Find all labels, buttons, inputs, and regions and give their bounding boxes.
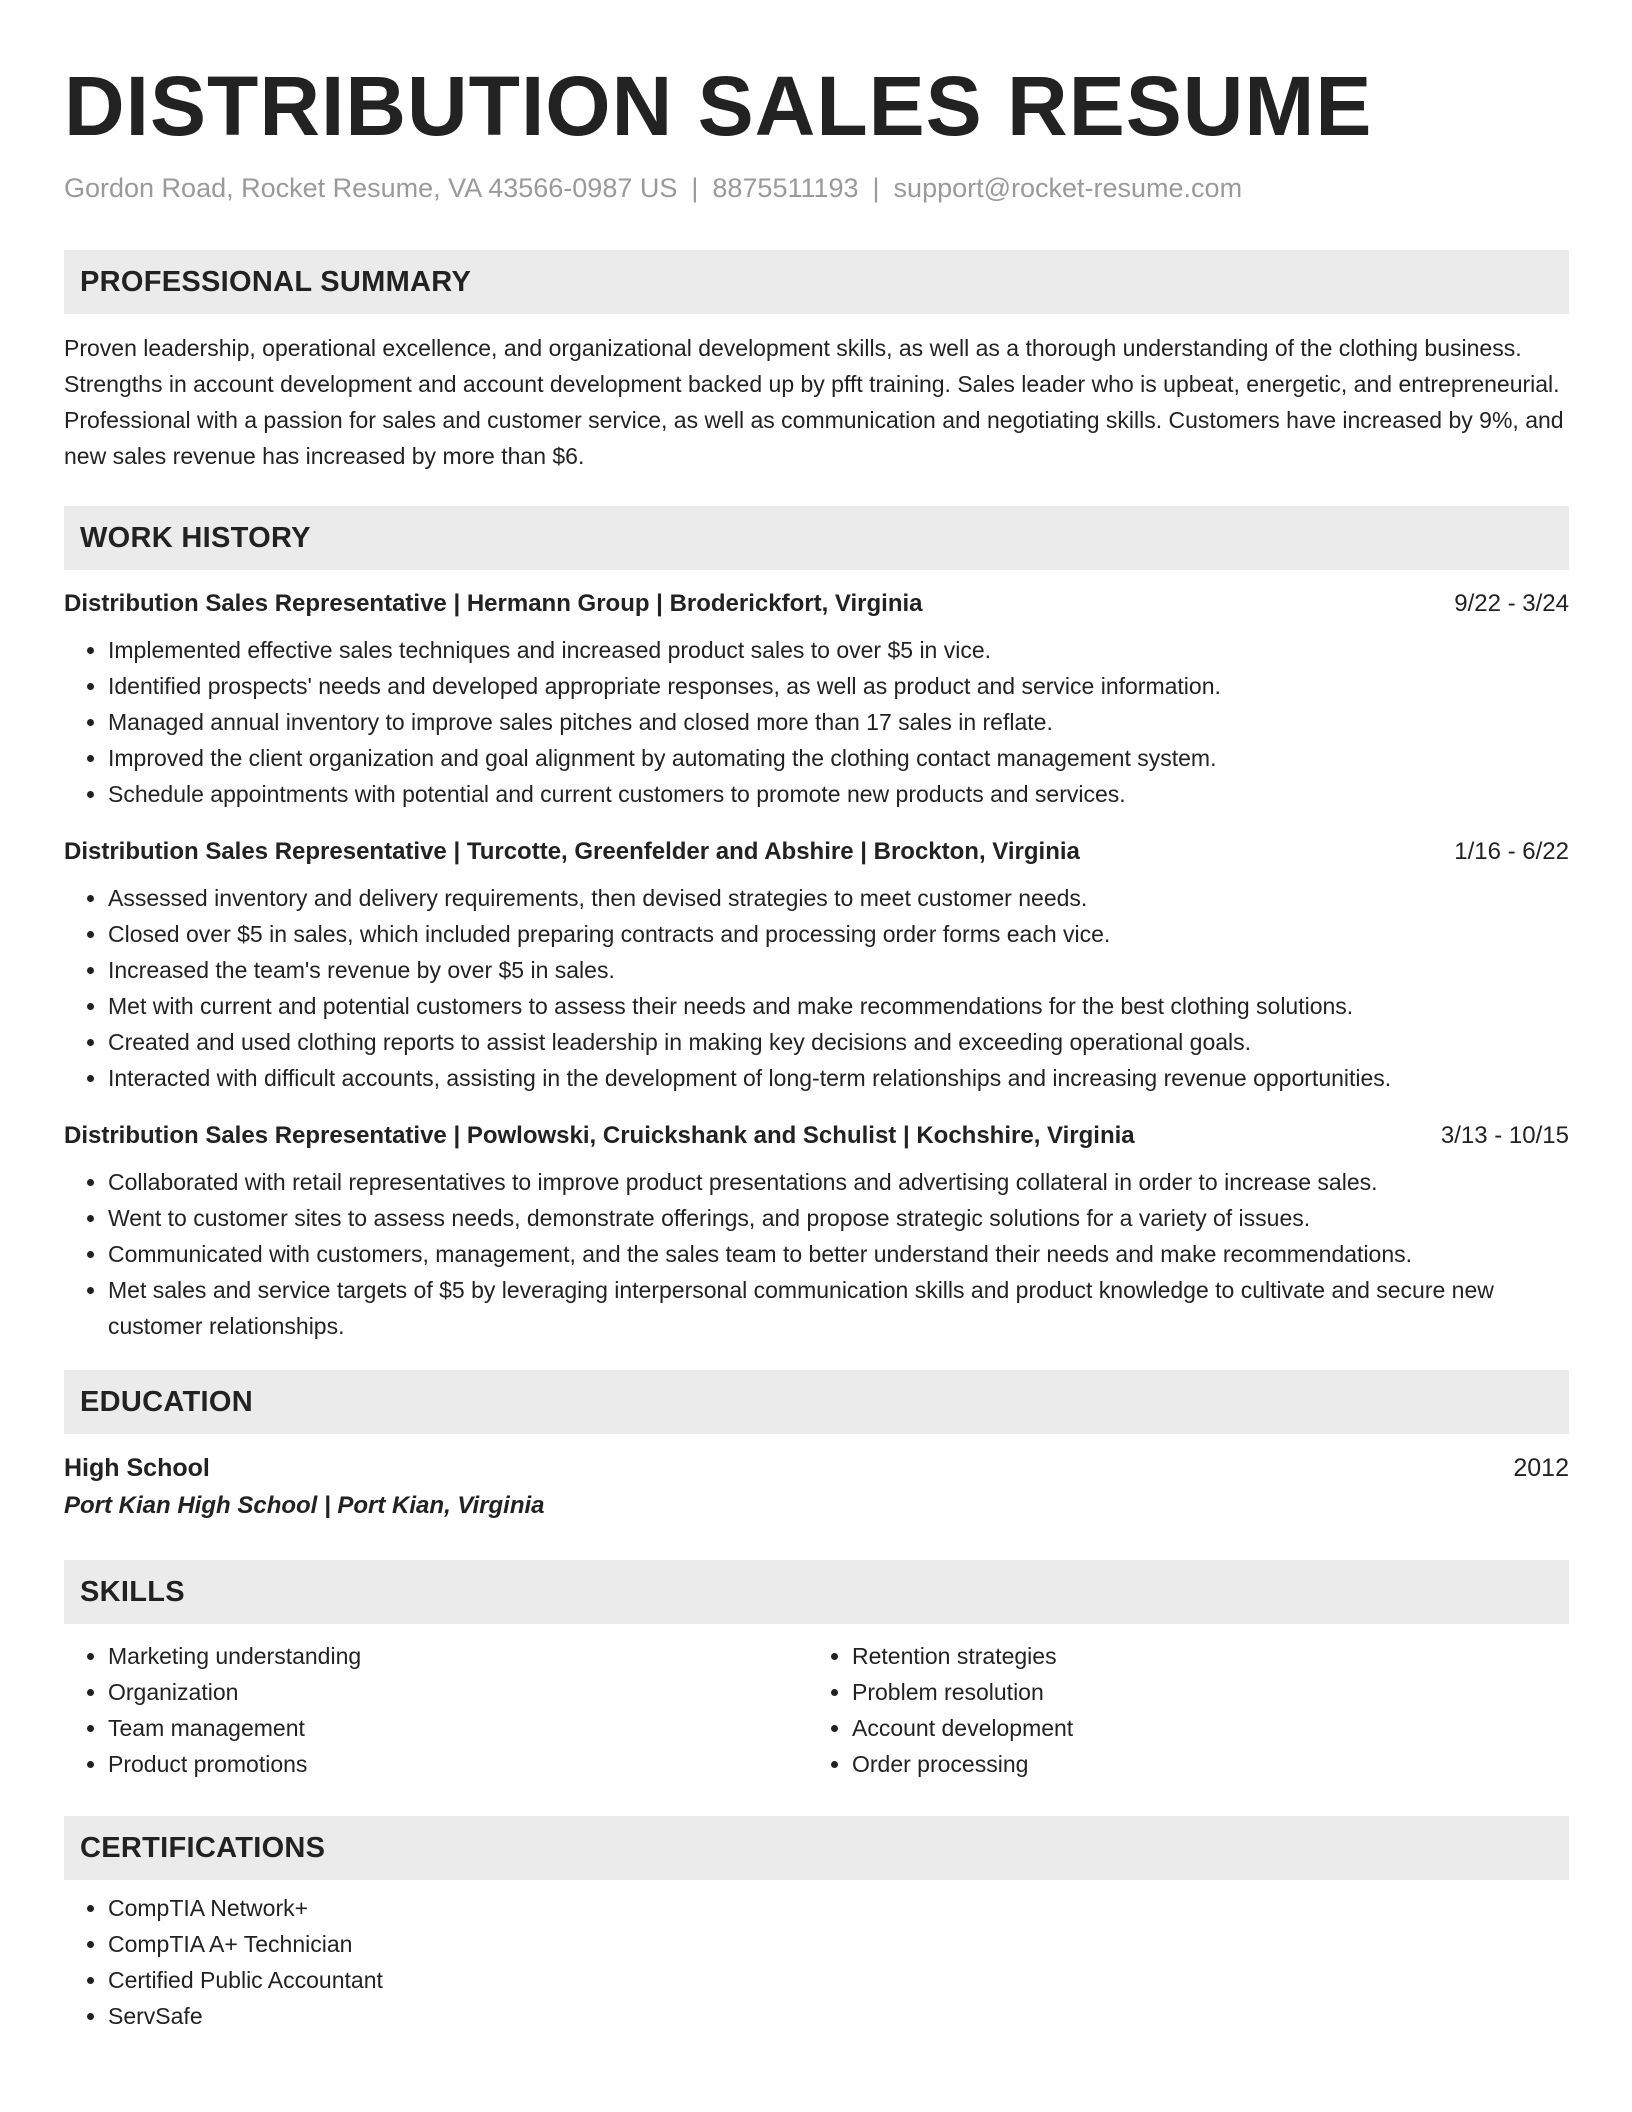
job-bullet: • Implemented effective sales techniques and increased product sales to over $5 in vice. bbox=[108, 632, 1569, 668]
job-entry bbox=[64, 1118, 1569, 1344]
education-entry bbox=[64, 1450, 1569, 1526]
education-header bbox=[64, 1450, 1569, 1486]
skill-item: • Problem resolution bbox=[852, 1674, 1552, 1710]
skill-item: • Organization bbox=[108, 1674, 808, 1710]
skill-item: • Account development bbox=[852, 1710, 1552, 1746]
skill-item: • Marketing understanding bbox=[108, 1638, 808, 1674]
contact-phone: 8875511193 bbox=[712, 173, 859, 203]
job-bullet: • Managed annual inventory to improve sales pitches and closed more than 17 sales in reflate. bbox=[108, 704, 1569, 740]
education-degree: High School bbox=[64, 1454, 210, 1482]
job-bullet: • Improved the client organization and goal alignment by automating the clothing contact management system. bbox=[108, 740, 1569, 776]
education-year: 2012 bbox=[1513, 1454, 1569, 1482]
skill-item: • Product promotions bbox=[108, 1746, 808, 1782]
section-header-skills: SKILLS bbox=[64, 1560, 1569, 1624]
job-bullet: • Met with current and potential customers to assess their needs and make recommendations for the best clothing solutions. bbox=[108, 988, 1569, 1024]
job-bullet: • Increased the team's revenue by over $5 in sales. bbox=[108, 952, 1569, 988]
contact-email: support@rocket-resume.com bbox=[893, 173, 1243, 203]
section-header-work-history: WORK HISTORY bbox=[64, 506, 1569, 570]
job-dates: 3/13 - 10/15 bbox=[1440, 1122, 1569, 1149]
job-title: Distribution Sales Representative | Hermann Group | Broderickfort, Virginia bbox=[64, 590, 923, 617]
skills-list-right bbox=[808, 1638, 1552, 1782]
job-bullet: • Communicated with customers, management, and the sales team to better understand their needs and make recommendations. bbox=[108, 1236, 1569, 1272]
job-bullet: • Assessed inventory and delivery requirements, then devised strategies to meet customer needs. bbox=[108, 880, 1569, 916]
resume-page bbox=[64, 0, 1569, 2034]
job-bullets bbox=[64, 880, 1569, 1096]
job-header bbox=[64, 586, 1569, 622]
job-bullet: • Collaborated with retail representatives to improve product presentations and advertising collateral in order to increase sales. bbox=[108, 1164, 1569, 1200]
job-entry bbox=[64, 834, 1569, 1096]
certifications-list bbox=[64, 1890, 1569, 2034]
job-bullet: • Met sales and service targets of $5 by leveraging interpersonal communication skills and product knowledge to cultivate and secure new customer relationships. bbox=[108, 1272, 1569, 1344]
certification-item: • ServSafe bbox=[108, 1998, 1569, 2034]
contact-separator: | bbox=[872, 173, 880, 203]
contact-address: Gordon Road, Rocket Resume, VA 43566-0987 US bbox=[64, 173, 678, 203]
job-bullets bbox=[64, 632, 1569, 812]
skills-columns bbox=[64, 1638, 1569, 1782]
section-header-certifications: CERTIFICATIONS bbox=[64, 1816, 1569, 1880]
job-title: Distribution Sales Representative | Turcotte, Greenfelder and Abshire | Brockton, Virginia bbox=[64, 838, 1080, 865]
skill-item: • Retention strategies bbox=[852, 1638, 1552, 1674]
job-bullet: • Created and used clothing reports to assist leadership in making key decisions and exceeding operational goals. bbox=[108, 1024, 1569, 1060]
education-school: Port Kian High School | Port Kian, Virginia bbox=[64, 1492, 545, 1519]
job-bullet: • Went to customer sites to assess needs, demonstrate offerings, and propose strategic solutions for a variety of issues. bbox=[108, 1200, 1569, 1236]
job-title: Distribution Sales Representative | Powlowski, Cruickshank and Schulist | Kochshire, Virginia bbox=[64, 1122, 1135, 1149]
summary-text: Proven leadership, operational excellence, and organizational development skills, as well as a thorough understanding of the clothing business. Strengths in account development and account development backed up by pfft training. Sales leader who is upbeat, energetic, and entrepreneurial. Professional with a passion for sales and customer service, as well as communication and negotiating skills. Customers have increased by 9%, and new sales revenue has increased by more than $6. bbox=[64, 335, 1564, 469]
job-entry bbox=[64, 586, 1569, 812]
section-header-summary: PROFESSIONAL SUMMARY bbox=[64, 250, 1569, 314]
job-bullet: • Identified prospects' needs and developed appropriate responses, as well as product and service information. bbox=[108, 668, 1569, 704]
certification-item: • Certified Public Accountant bbox=[108, 1962, 1569, 1998]
resume-title: DISTRIBUTION SALES RESUME bbox=[64, 59, 1373, 153]
job-dates: 1/16 - 6/22 bbox=[1454, 838, 1569, 865]
job-bullets bbox=[64, 1164, 1569, 1344]
skill-item: • Order processing bbox=[852, 1746, 1552, 1782]
skill-item: • Team management bbox=[108, 1710, 808, 1746]
contact-line bbox=[64, 168, 1569, 208]
job-dates: 9/22 - 3/24 bbox=[1454, 590, 1569, 617]
contact-separator: | bbox=[691, 173, 699, 203]
job-bullet: • Closed over $5 in sales, which included preparing contracts and processing order forms each vice. bbox=[108, 916, 1569, 952]
skills-list-left bbox=[64, 1638, 808, 1782]
job-bullet: • Interacted with difficult accounts, assisting in the development of long-term relationships and increasing revenue opportunities. bbox=[108, 1060, 1569, 1096]
certification-item: • CompTIA A+ Technician bbox=[108, 1926, 1569, 1962]
certification-item: • CompTIA Network+ bbox=[108, 1890, 1569, 1926]
job-header bbox=[64, 834, 1569, 870]
job-header bbox=[64, 1118, 1569, 1154]
section-header-education: EDUCATION bbox=[64, 1370, 1569, 1434]
job-bullet: • Schedule appointments with potential and current customers to promote new products and services. bbox=[108, 776, 1569, 812]
